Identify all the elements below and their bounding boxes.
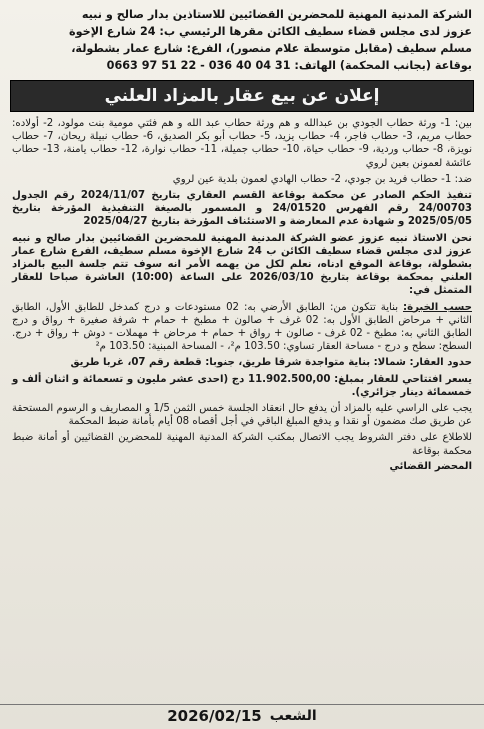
opening-price: يسعر افتتاحي للعقار بمبلغ: 11.902.500,00 دج (احدى عشر مليون و تسعمائة و اثنان ألف و خمسمائة دينار جزائري). — [12, 373, 472, 398]
header-phone-line: بوقاعة (بجانب المحكمة) الهاتف: 31 04 40 036 - 22 51 97 0663 — [106, 59, 472, 72]
bailiff-signature: المحضر القضائي — [389, 460, 472, 472]
property-boundaries: حدود العقار: شمالا: بناية متواجدة شرقا طريق، جنوبا: قطعة رقم 07، غربا طريق — [70, 357, 472, 369]
newspaper-name: الشعب — [269, 708, 317, 724]
judgment-reference: تنفيذ الحكم الصادر عن محكمة بوقاعة القسم العقاري بتاريخ 2024/11/07 رقم الجدول 24/00703 رقم الفهرس 24/01520 و المسمور بالصيغة التنفيذية المؤرخة بتاريخ 2025/05/05 و شهادة عدم المعارضة و الاستئناف المؤرخة بتاريخ 2025/04/27 — [12, 190, 472, 228]
announcement-title-banner — [10, 80, 474, 112]
property-description — [12, 301, 472, 354]
announcement-title: إعلان عن بيع عقار بالمزاد العلني — [104, 86, 380, 106]
parties-defendants: ضد: 1- حطاب فريد بن جودي، 2- حطاب الهادي لعمون بلدية عين لروي — [172, 173, 472, 185]
header-line-3: مسلم سطيف (مقابل متوسطة علام منصور)، الفرع: شارع عمار بشطولة، — [71, 42, 472, 55]
payment-terms: يجب على الراسي عليه بالمزاد أن يدفع حال انعقاد الجلسة خمس الثمن 1/5 و المصاريف و الرسوم المستحقة عن طريق صك مضمون أو نقدا و يدفع المبلغ الباقي في أجل أقصاه 08 أيام بأمانة ضبط المحكمة — [12, 403, 473, 428]
newspaper-footer — [0, 704, 484, 727]
announcement-body — [12, 117, 472, 458]
header-line-1: الشركة المدنية المهنية للمحضرين القضائيين للاستاذين بدار صالح و نبيه — [81, 8, 472, 21]
property-description-text: بناية تتكون من: الطابق الأرضي به: 02 مستودعات و درج كمدخل للطابق الأول، الطابق الثاني + مرحاض الطابق الأول به: 02 غرف + صالون + مطبخ + حمام + شرفة صغيرة + رواق و درج الطابق الثاني به: مطبخ - 02 غرف - صالون + رواق + حمام + مرحاض + مهملات - دوش + رواق + درج. السطح: سطح و درج - مساحة العقار تساوي: 103.50 م²، - المساحة المبنية: 103.50 م² — [12, 301, 473, 353]
company-header — [12, 6, 472, 74]
auction-notice: نحن الاستاذ نبيه عزوز عضو الشركة المدنية المهنية للمحضرين القضائيين بدار صالح و نبيه عزوز لدى مجلس قضاء سطيف الكائن ب 24 شارع الإخوة مسلم سطيف، الفرع شارع عمار بشطولة، بوقاعة الموقع ادناه، نعلم لكل من يهمه الأمر انه سوف تتم جلسة البيع بالمزاد العلني بمحكمة بوقاعة بتاريخ 2026/03/10 على الساعة (10:00) العاشرة صباحا للعقار المتمثل في: — [12, 232, 473, 297]
contact-info: للاطلاع على دفتر الشروط يجب الاتصال بمكتب الشركة المدنية المهنية للمحضرين القضائيين أو أمانة ضبط محكمة بوقاعة — [12, 432, 472, 457]
signature-row — [12, 461, 472, 472]
parties-plaintiffs: بين: 1- ورثة حطاب الجودي بن عبدالله و هم ورثة حطاب عبد الله و هم فئتي مومية بنت مولود، 2- أولاده: حطاب مريم، 3- حطاب فاجر، 4- حطاب يزيد، 5- حطاب أبو بكر الصديق، 6- حطاب نبيلة ريحان، 7- حطاب نويزة، 8- حطاب وردية، 9- حطاب حياة، 10- حطاب جميلة، 11- حطاب نوارة، 12- حطاب يامنة، 13- حطاب عائشة لعمونن بعين لروي — [12, 118, 473, 169]
property-description-label: حسب الخبرة: — [403, 301, 472, 313]
publication-date: 2026/02/15 — [167, 707, 262, 725]
header-line-2: عزوز لدى مجلس قضاء سطيف الكائن مقرها الرئيسي ب: 24 شارع الإخوة — [69, 25, 472, 38]
